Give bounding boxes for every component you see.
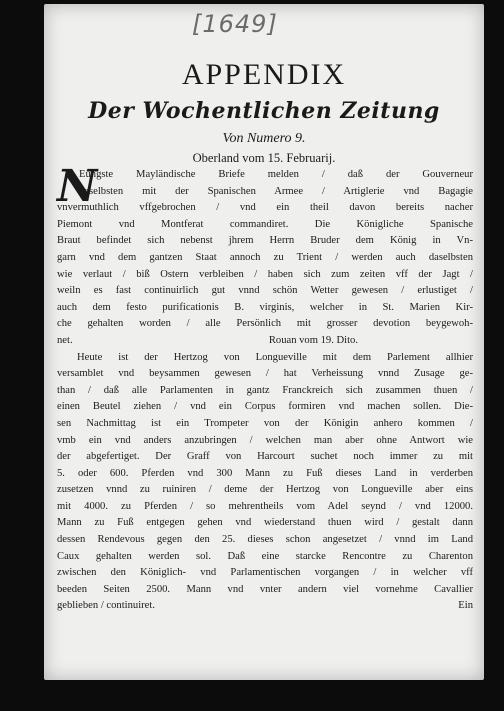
page-title: APPENDIX xyxy=(181,58,347,91)
text-line: dessen Rendevous gegen den 25. dieses schon angesetzet / vnnd im Land xyxy=(57,534,473,546)
archive-date-annotation: [1649] xyxy=(192,10,278,38)
issue-number: Von Numero 9. xyxy=(222,131,306,146)
text-line: Piemont vnd Montferat commandiret. Die Königliche Spanische xyxy=(57,218,473,230)
document-page xyxy=(44,4,484,680)
text-line: einen Beutel ziehen / vnd ein Corpus formiren vnd machen sollen. Die- xyxy=(57,401,473,413)
text-line: weiln es fast continuirlich gut vnnd schön Wetter gewesen / erlustiget / xyxy=(57,285,473,297)
text-line: 5. oder 600. Pferden vnd 300 Mann zu Fuß dieses Land in verderben xyxy=(57,467,473,479)
text-line: garn vnd dem gantzen Staat annoch zu Trient / werden auch daselbsten xyxy=(57,251,473,263)
text-line: daselbsten mit der Spanischen Armee / Artiglerie vnd Bagagie xyxy=(79,185,473,197)
text-line: che gehalten worden / alle Persönlich mit grosser devotion beygewoh- xyxy=(57,318,473,330)
text-line: versamblet vnd beysammen gewesen / hat Verheissung vnnd Zusage ge- xyxy=(57,368,473,380)
paragraph-rouan xyxy=(57,350,473,616)
text-line-with-dateline xyxy=(57,333,473,350)
drop-cap: N xyxy=(57,161,98,212)
text-line: mit 4000. zu Pferden / so mehrentheils vom Adel seynd / vnd 12000. xyxy=(57,500,473,512)
text-line: Eüngste Mayländische Briefe melden / daß der Gouverneur xyxy=(79,169,473,180)
catchword: Ein xyxy=(458,600,473,612)
text-line-with-catchword xyxy=(57,598,473,615)
text-line: than / daß alle Parlamenten in gantz Franckreich sich zusammen thuen / xyxy=(57,384,473,396)
text-line-end: geblieben / continuiret. xyxy=(57,600,155,612)
text-line: beeden Seiten 2500. Mann vnd vnter andern viel vornehme Cavallier xyxy=(57,583,473,595)
text-line: der abgefertiget. Der Graff von Harcourt suchet noch immer zu mit xyxy=(57,451,473,463)
text-line: Heute ist der Hertzog von Longueville mit dem Parlement allhier xyxy=(77,351,473,363)
text-line: Braut befindet sich nebenst jhrem Herrn Bruder dem König in Vn- xyxy=(57,235,473,247)
article-body xyxy=(57,161,473,615)
page-subtitle: Der Wochentlichen Zeitung xyxy=(88,98,440,124)
text-line: sen Nachmittag ist ein Trompeter von der Königin anhero kommen / xyxy=(57,417,473,429)
text-line-end: net. xyxy=(57,334,73,346)
dateline-rouan: Rouan vom 19. Dito. xyxy=(268,334,358,346)
paragraph-oberland xyxy=(57,161,473,350)
text-line: zwischen den Königlich- vnd Parlamentischen vorgangen / in welcher vff xyxy=(57,567,473,579)
dateline-oberland: Oberland vom 15. Februarij. xyxy=(192,151,336,165)
text-line: zusetzen vnnd zu ruiniren / deme der Hertzog von Longueville aber eins xyxy=(57,484,473,496)
text-line: wie verlaut / biß Ostern verbleiben / haben sich zum zeiten vff der Jagt / xyxy=(57,268,473,280)
text-line: Mann zu Fuß entgegen gehen vnd wiederstand thuen wird / gestalt dann xyxy=(57,517,473,529)
text-line: Caux gehalten werden sol. Daß eine starcke Rencontre zu Charenton xyxy=(57,550,473,562)
text-line: vnvermuthlich vffgebrochen / vnd ein theil davon bereits nacher xyxy=(57,202,473,214)
text-line: auch dem festo purificationis B. virginis, welcher in St. Marien Kir- xyxy=(57,301,473,313)
text-line: vmb ein vnd anders anzubringen / welchen man aber ohne Antwort wie xyxy=(57,434,473,446)
